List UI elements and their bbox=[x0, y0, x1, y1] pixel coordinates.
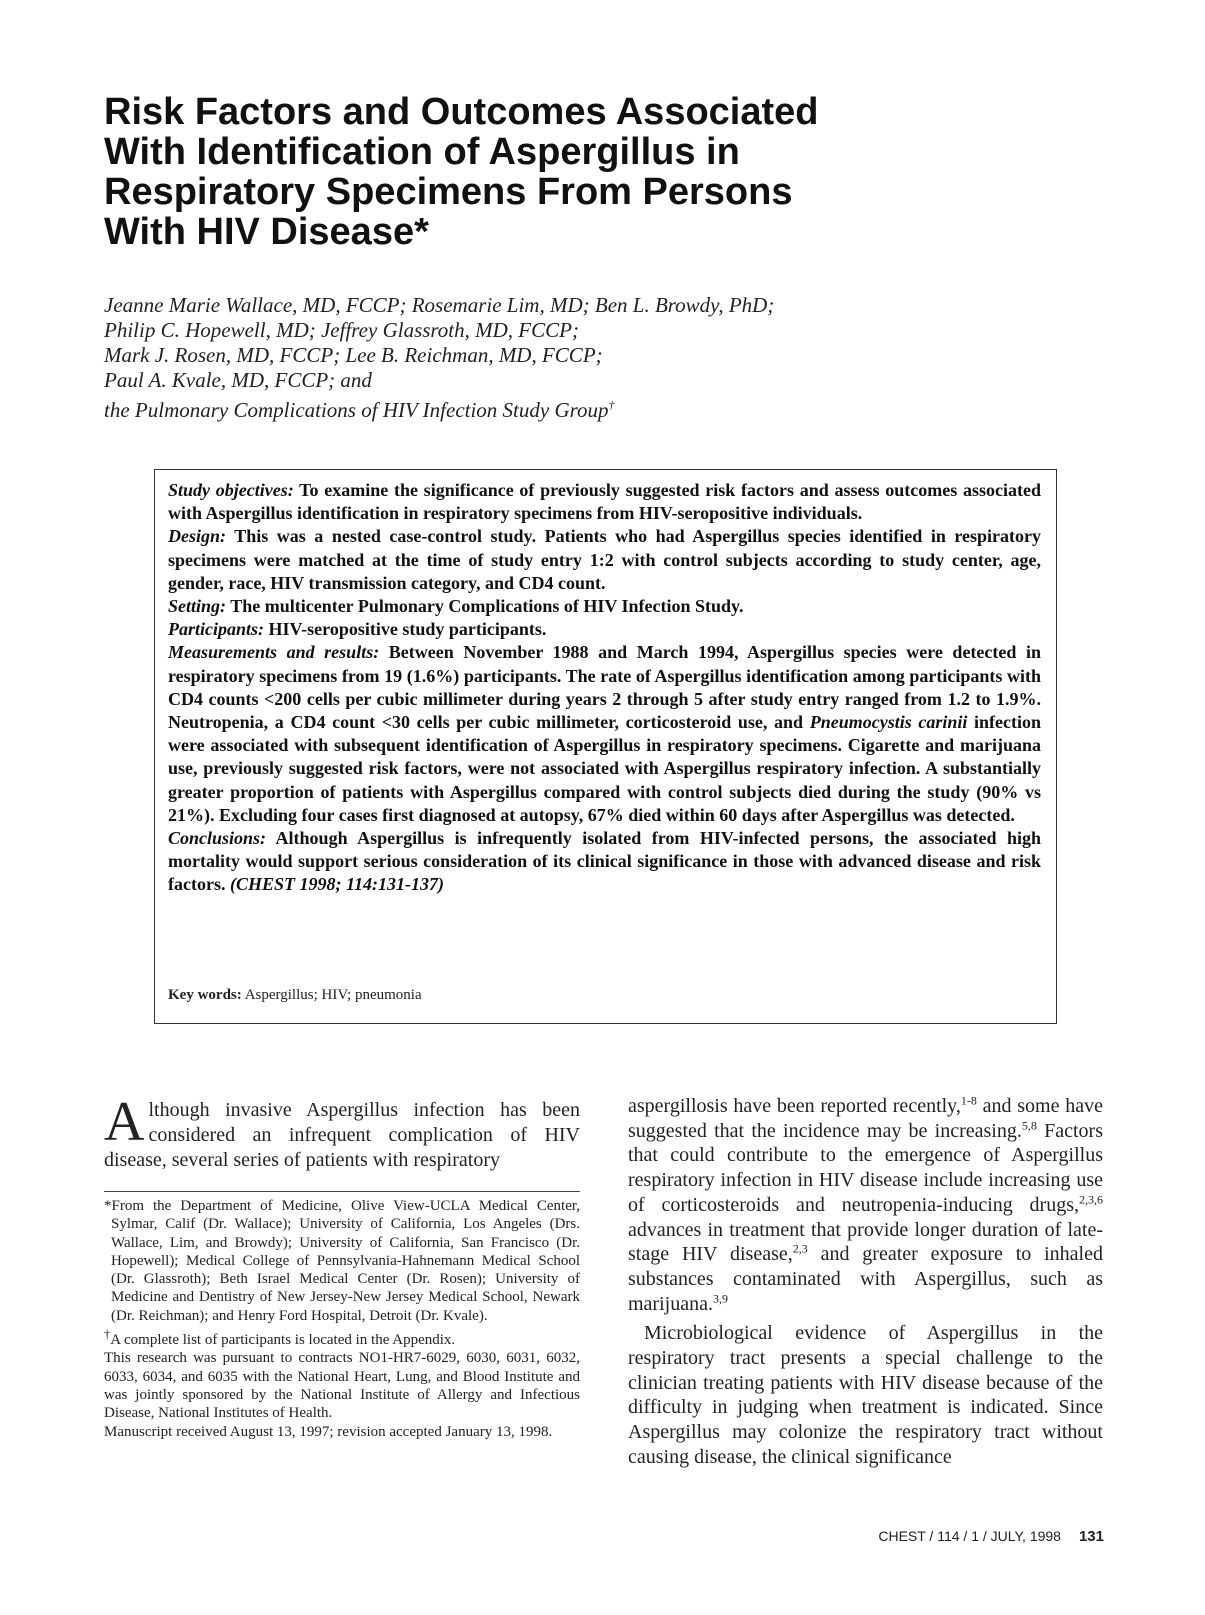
article-title bbox=[104, 92, 904, 252]
reference-superscript: 1-8 bbox=[960, 1093, 977, 1108]
design-label: Design: bbox=[168, 526, 226, 547]
body-text: advances in treatment that provide longer duration of late-stage HIV disease, bbox=[628, 1218, 1103, 1266]
abstract-setting bbox=[168, 595, 1041, 618]
reference-superscript: 2,3,6 bbox=[1079, 1192, 1103, 1207]
body-paragraph bbox=[628, 1094, 1103, 1316]
design-text: This was a nested case-control study. Patients who had Aspergillus species identified in respiratory specimens were matched at the time of study entry 1:2 with control subjects according to study center, age, gender, race, HIV transmission category, and CD4 count. bbox=[168, 526, 1041, 593]
objectives-label: Study objectives: bbox=[168, 480, 294, 500]
abstract-design bbox=[168, 525, 1041, 595]
reference-superscript: 2,3 bbox=[792, 1241, 808, 1256]
keywords-text: Aspergillus; HIV; pneumonia bbox=[244, 987, 422, 1003]
author-line: Mark J. Rosen, MD, FCCP; Lee B. Reichman, MD, FCCP; bbox=[104, 343, 603, 367]
funding-footnote: This research was pursuant to contracts NO1-HR7-6029, 6030, 6031, 6032, 6033, 6034, and 6035 with the National Heart, Lung, and Blood Institute and was jointly sponsored by the National Institute of Allergy and Infectious Disease, National Institutes of Health. bbox=[104, 1350, 580, 1422]
study-group: the Pulmonary Complications of HIV Infection Study Group bbox=[104, 398, 609, 422]
keywords-label: Key words: bbox=[168, 987, 242, 1003]
body-paragraph: Microbiological evidence of Aspergillus in the respiratory tract presents a special challenge to the clinician treating patients with HIV disease because of the difficulty in judging when treatment is indicated. Since Aspergillus may colonize the respiratory tract without causing disease, the clinical significance bbox=[628, 1322, 1103, 1468]
journal-info: CHEST / 114 / 1 / JULY, 1998 bbox=[878, 1528, 1061, 1544]
conclusions-label: Conclusions: bbox=[168, 828, 267, 849]
left-column bbox=[104, 1091, 580, 1173]
citation: (CHEST 1998; 114:131-137) bbox=[229, 874, 444, 895]
title-line: With Identification of Aspergillus in bbox=[104, 131, 740, 173]
author-line: Paul A. Kvale, MD, FCCP; and bbox=[104, 368, 372, 392]
dagger-mark: † bbox=[104, 1327, 111, 1342]
affiliation-footnote: *From the Department of Medicine, Olive View-UCLA Medical Center, Sylmar, Calif (Dr. Wallace); University of California, Los Angeles (Drs. Wallace, Lim, and Browdy); University of California, San Francisco (Dr. Hopewell); Medical College of Pennsylvania-Hahnemann Medical School (Dr. Glassroth); Beth Israel Medical Center (Dr. Rosen); University of Medicine and Dentistry of New Jersey-New Jersey Medical School, Newark (Dr. Reichman); and Henry Ford Hospital, Detroit (Dr. Kvale). bbox=[104, 1198, 580, 1324]
drop-cap: A bbox=[104, 1091, 145, 1153]
body-text: and some have suggested that the incidence may be increasing. bbox=[628, 1095, 1103, 1142]
appendix-footnote bbox=[104, 1325, 580, 1349]
page-number: 131 bbox=[1078, 1528, 1104, 1545]
intro-text: lthough invasive Aspergillus infection has been considered an infrequent complication of HIV disease, several series of patients with respiratory bbox=[104, 1099, 580, 1171]
page-footer bbox=[850, 1528, 1104, 1545]
right-column bbox=[628, 1094, 1103, 1470]
author-line-last bbox=[104, 393, 924, 423]
appendix-text: A complete list of participants is located in the Appendix. bbox=[110, 1332, 456, 1349]
author-line: Philip C. Hopewell, MD; Jeffrey Glassroth, MD, FCCP; bbox=[104, 318, 579, 342]
setting-label: Setting: bbox=[168, 596, 227, 617]
keywords bbox=[168, 986, 1041, 1004]
objectives-text: To examine the significance of previously suggested risk factors and assess outcomes associated with Aspergillus identification in respiratory specimens from HIV-seropositive individuals. bbox=[168, 480, 1041, 524]
title-line: Respiratory Specimens From Persons bbox=[104, 171, 793, 213]
conclusions-text-a: Although Aspergillus is infrequently isolated from HIV-infected persons, the associated high mortality would support serious consideration of its clinical significance in those bbox=[168, 828, 1041, 872]
reference-superscript: 5,8 bbox=[1021, 1118, 1037, 1133]
results-text-b: infection were associated with subsequent identification of Aspergillus in respiratory specimens. Cigarette and marijuana use, previously suggested risk factors, were not associated with Aspergillus respiratory infection. A substantially greater proportion of patients with Aspergillus compared with control subjects died during the study (90% vs 21%). Excluding four cases first diagnosed at autopsy, 67% died within 60 days after Aspergillus was detected. bbox=[168, 712, 1041, 825]
reference-superscript: 3,9 bbox=[712, 1290, 728, 1305]
body-text: aspergillosis have been reported recently, bbox=[628, 1095, 961, 1117]
participants-label: Participants: bbox=[168, 619, 265, 640]
abstract-box bbox=[154, 469, 1057, 1024]
setting-text: The multicenter Pulmonary Complications of HIV Infection Study. bbox=[230, 596, 744, 617]
participants-text: HIV-seropositive study participants. bbox=[268, 619, 547, 640]
abstract-objectives bbox=[168, 479, 1041, 525]
abstract-text bbox=[168, 479, 1041, 897]
author-list bbox=[104, 293, 924, 423]
body-text: Factors that could contribute to the emergence of Aspergillus respiratory infection in HIV disease include increasing use of corticosteroids and neutropenia-inducing drugs, bbox=[628, 1119, 1103, 1216]
results-species: Pneumocystis carinii bbox=[809, 712, 968, 733]
title-line: With HIV Disease* bbox=[104, 211, 429, 253]
title-line: Risk Factors and Outcomes Associated bbox=[104, 91, 819, 133]
abstract-conclusions bbox=[168, 827, 1041, 897]
dagger-mark: † bbox=[608, 398, 615, 412]
results-text-a: Between November 1988 and March 1994, Aspergillus species were detected in respiratory specimens from 19 (1.6%) participants. The rate of Aspergillus identification among participants with CD4 counts <200 cells per cubic millimeter during years 2 through 5 after study entry ranged from 1.2 to 1.9%. Neutropenia, a CD4 count <30 cells per cubic millimeter, corticosteroid use, and bbox=[168, 642, 1041, 733]
abstract-participants bbox=[168, 618, 1041, 641]
conclusions-text-b: with advanced disease and risk factors. bbox=[168, 851, 1042, 895]
body-text: and greater exposure to inhaled substances contaminated with Aspergillus, such as marijuana. bbox=[628, 1243, 1103, 1315]
footnote-divider bbox=[104, 1191, 580, 1192]
author-line: Jeanne Marie Wallace, MD, FCCP; Rosemarie Lim, MD; Ben L. Browdy, PhD; bbox=[104, 293, 775, 317]
footnotes bbox=[104, 1197, 580, 1441]
abstract-results bbox=[168, 641, 1041, 827]
results-label: Measurements and results: bbox=[168, 642, 380, 663]
received-footnote: Manuscript received August 13, 1997; revision accepted January 13, 1998. bbox=[104, 1423, 553, 1440]
intro-paragraph bbox=[104, 1091, 580, 1173]
